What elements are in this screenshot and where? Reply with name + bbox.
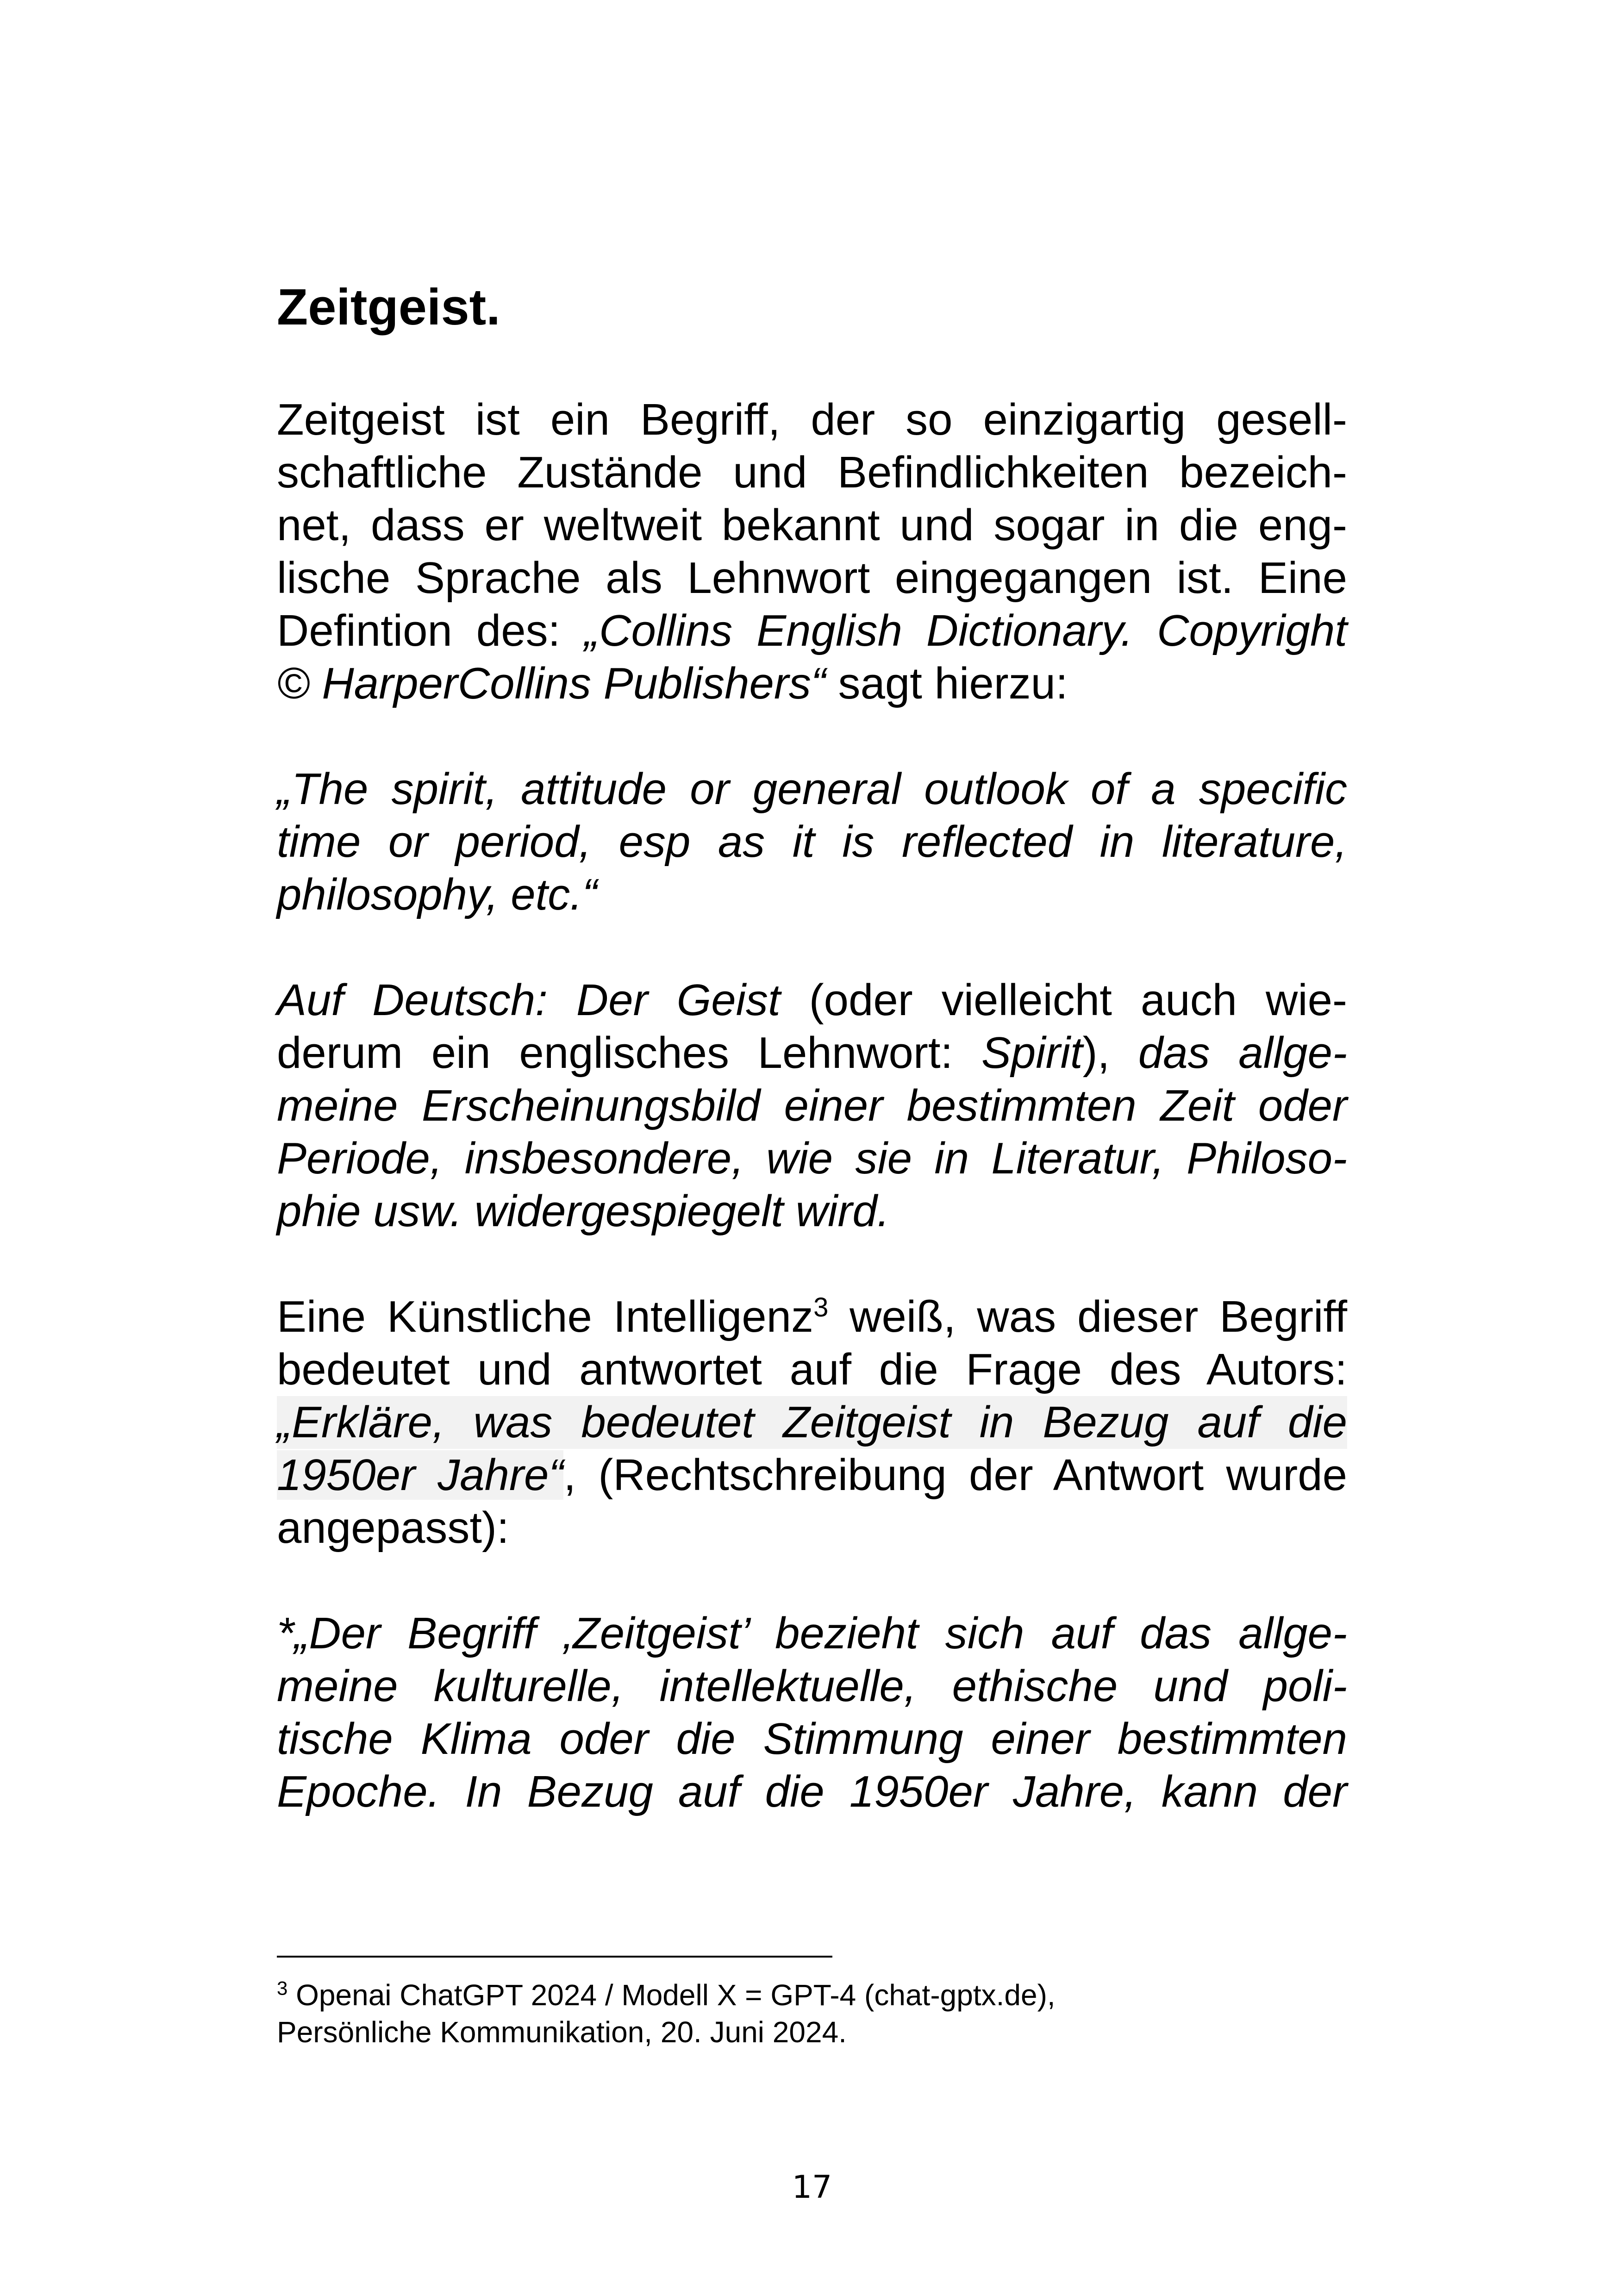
answer-line: Epoche. In Bezug auf die 1950er Jahre, kann der xyxy=(277,1767,1347,1816)
body-line: net, dass er weltweit bekannt und sogar in die eng- xyxy=(277,500,1347,550)
answer-line: tische Klima oder die Stimmung einer bestimmten xyxy=(277,1714,1347,1764)
quote-line: „The spirit, attitude or general outlook of a specific xyxy=(277,764,1347,814)
body-line: meine Erscheinungsbild einer bestimmten Zeit oder xyxy=(277,1081,1347,1130)
answer-line: meine kulturelle, intellektuelle, ethische und poli- xyxy=(277,1661,1347,1711)
footnote-divider xyxy=(277,1956,832,1958)
dictionary-citation: „Collins English Dictionary. Copyright xyxy=(584,606,1347,655)
body-line: 1950er Jahre“, (Rechtschreibung der Antwort wurde xyxy=(277,1450,1348,1500)
footnote-line: Persönliche Kommunikation, 20. Juni 2024. xyxy=(277,2015,847,2049)
quote-line: philosophy, etc.“ xyxy=(277,870,597,919)
page-heading: Zeitgeist. xyxy=(277,279,500,336)
publisher-citation: © HarperCollins Publishers“ xyxy=(277,659,826,708)
page-number: 17 xyxy=(792,2169,832,2206)
body-line: Defintion des: „Collins English Dictionary. Copyright xyxy=(277,606,1347,655)
body-line: Auf Deutsch: Der Geist (oder vielleicht auch wie- xyxy=(277,975,1348,1025)
body-line: phie usw. widergespiegelt wird. xyxy=(277,1186,890,1236)
body-line: © HarperCollins Publishers“ sagt hierzu: xyxy=(277,659,1068,708)
footnote-reference: 3 xyxy=(813,1292,829,1322)
highlighted-question: „Erkläre, was bedeutet Zeitgeist in Bezug auf die xyxy=(277,1396,1347,1449)
body-line: Zeitgeist ist ein Begriff, der so einzigartig gesell- xyxy=(277,395,1347,444)
body-line: schaftliche Zustände und Befindlichkeiten bezeich- xyxy=(277,448,1347,497)
body-line: derum ein englisches Lehnwort: Spirit), das allge- xyxy=(277,1028,1348,1078)
body-line: lische Sprache als Lehnwort eingegangen ist. Eine xyxy=(277,553,1347,603)
body-line: angepasst): xyxy=(277,1503,509,1553)
body-line: bedeutet und antwortet auf die Frage des Autors: xyxy=(277,1345,1347,1394)
quote-line: time or period, esp as it is reflected in literature, xyxy=(277,817,1347,867)
answer-line: *„Der Begriff ‚Zeitgeist’ bezieht sich auf das allge- xyxy=(277,1609,1347,1658)
footnote-mark: 3 xyxy=(277,1977,288,1999)
body-line: Periode, insbesondere, wie sie in Literatur, Philoso- xyxy=(277,1134,1347,1183)
body-line: Eine Künstliche Intelligenz$^3$ weiß, was dieser Begriff xyxy=(277,1292,1348,1341)
footnote-line: $^3$ Openai ChatGPT 2024 / Modell X = GPT-4 (chat-gptx.de), xyxy=(277,1977,1056,2012)
